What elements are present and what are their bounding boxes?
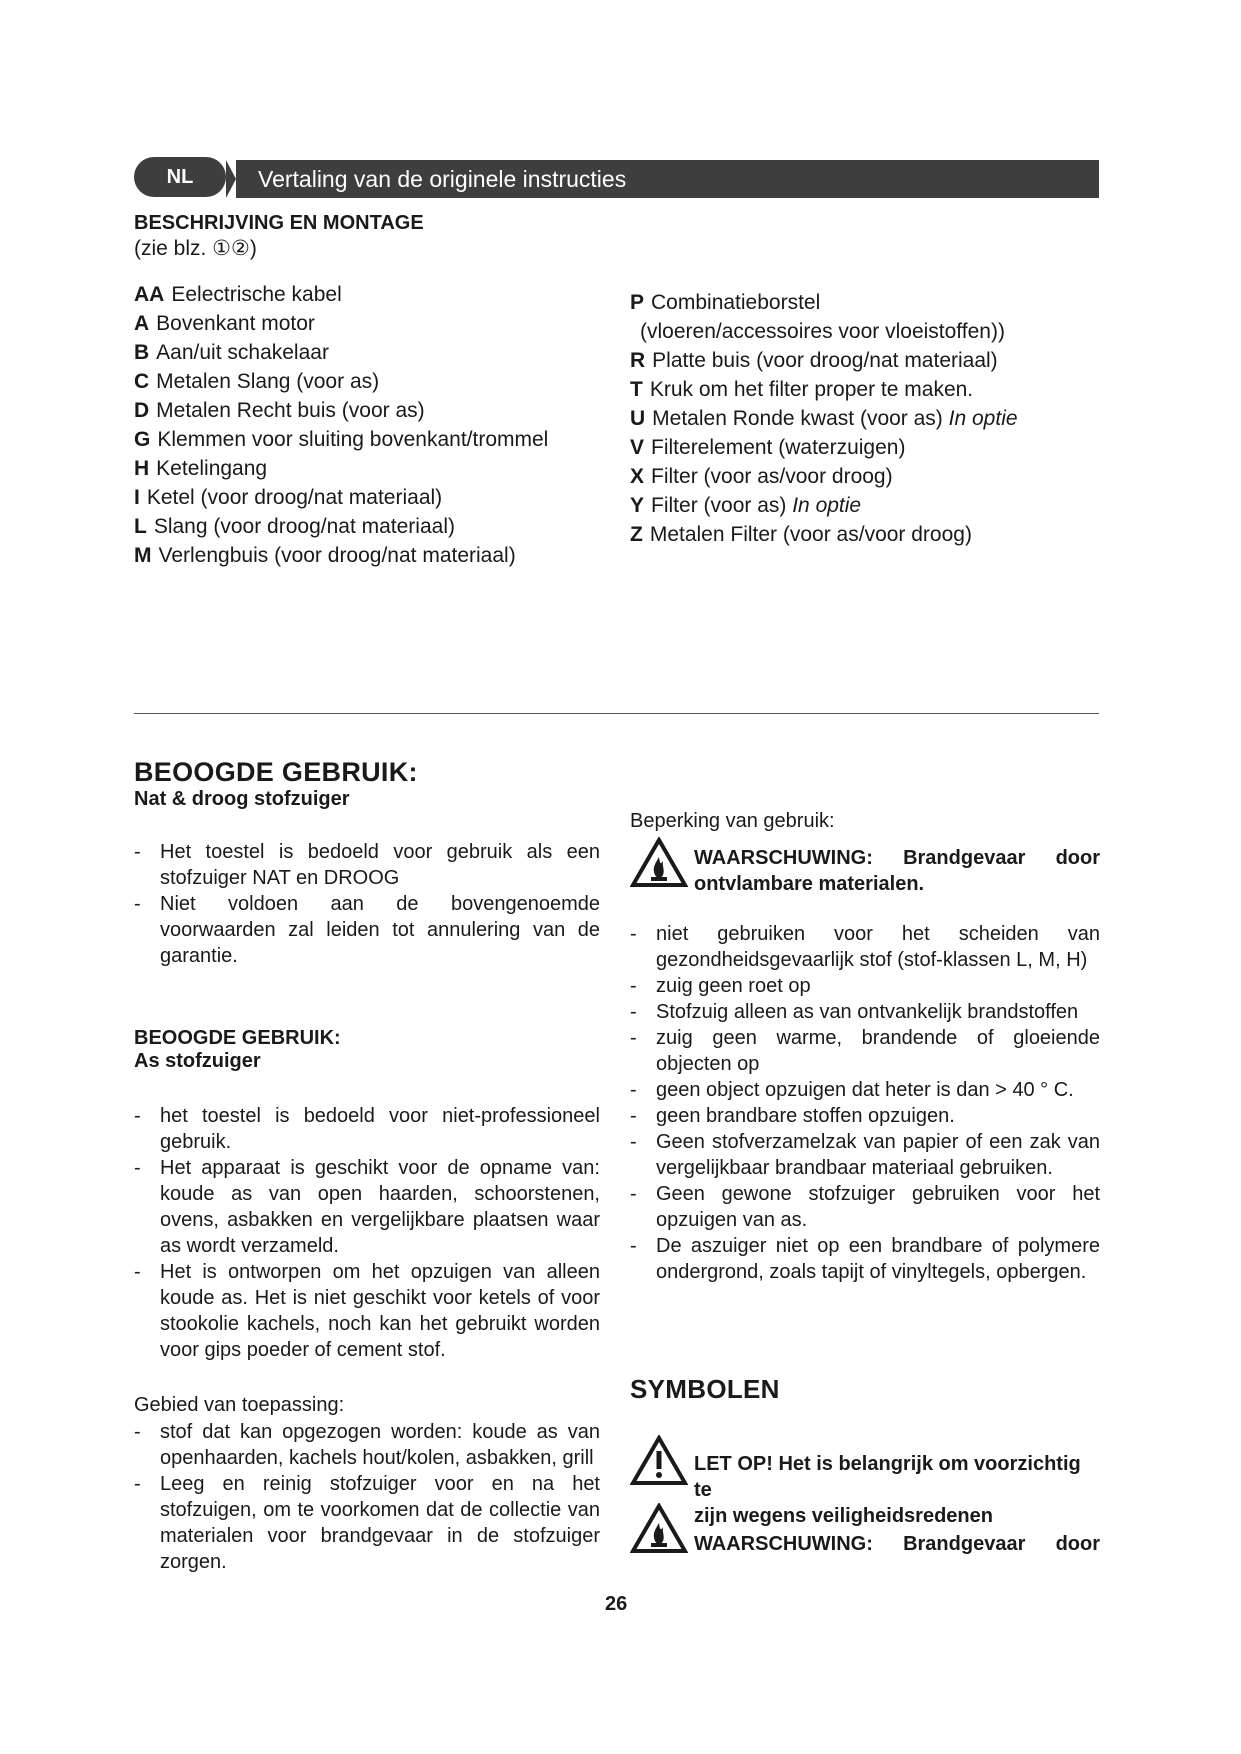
application-title: Gebied van toepassing: xyxy=(134,1394,345,1416)
ash-use-item: - het toestel is bedoeld voor niet-professioneel gebruik. xyxy=(134,1103,600,1155)
part-item: A Bovenkant motor xyxy=(134,312,315,335)
limitation-item: - zuig geen warme, brandende of gloeiende objecten op xyxy=(630,1025,1100,1077)
part-item: C Metalen Slang (voor as) xyxy=(134,370,380,393)
part-item: Y Filter (voor as) In optie xyxy=(630,494,862,517)
part-item: H Ketelingang xyxy=(134,457,268,480)
section-divider xyxy=(134,713,1099,714)
header-title: Vertaling van de originele instructies xyxy=(258,166,627,192)
limitation-item: - Geen stofverzamelzak van papier of een zak van vergelijkbaar brandbaar materiaal gebruiken. xyxy=(630,1129,1100,1181)
flammable-symbol-icon xyxy=(630,1503,688,1555)
ash-use-heading: BEOOGDE GEBRUIK: xyxy=(134,1027,341,1049)
intended-use-item: - Niet voldoen aan de bovengenoemde voorwaarden zal leiden tot annulering van de garantie. xyxy=(134,891,600,969)
application-list xyxy=(134,1419,600,1575)
part-item: L Slang (voor droog/nat materiaal) xyxy=(134,515,455,538)
part-item-sub: (vloeren/accessoires voor vloeistoffen)) xyxy=(640,320,1005,343)
description-heading: BESCHRIJVING EN MONTAGE xyxy=(134,212,424,234)
part-item: M Verlengbuis (voor droog/nat materiaal) xyxy=(134,544,516,567)
part-item: X Filter (voor as/voor droog) xyxy=(630,465,893,488)
limitation-section xyxy=(630,808,1100,1285)
symbols-heading: SYMBOLEN xyxy=(630,1374,780,1404)
limitation-item: - niet gebruiken voor het scheiden van gezondheidsgevaarlijk stof (stof-klassen L, M, H) xyxy=(630,921,1100,973)
intended-use-subheading: Nat & droog stofzuiger xyxy=(134,788,350,810)
language-badge: NL xyxy=(134,157,226,197)
limitation-warning-text: WAARSCHUWING: Brandgevaar door ontvlambare materialen. xyxy=(694,847,1100,895)
part-item: R Platte buis (voor droog/nat materiaal) xyxy=(630,349,998,372)
parts-list-left xyxy=(134,280,604,570)
part-item: I Ketel (voor droog/nat materiaal) xyxy=(134,486,443,509)
part-item: V Filterelement (waterzuigen) xyxy=(630,436,906,459)
limitation-item: - Geen gewone stofzuiger gebruiken voor het opzuigen van as. xyxy=(630,1181,1100,1233)
description-section xyxy=(134,212,424,262)
limitation-item: - De aszuiger niet op een brandbare of polymere ondergrond, zoals tapijt of vinyltegels, opbergen. xyxy=(630,1233,1100,1285)
ash-use-list xyxy=(134,1103,600,1363)
limitation-item: - Stofzuig alleen as van ontvankelijk brandstoffen xyxy=(630,999,1100,1025)
symbols-warning xyxy=(630,1503,1100,1557)
ash-use-subheading: As stofzuiger xyxy=(134,1050,261,1072)
intended-use-item: - Het toestel is bedoeld voor gebruik als een stofzuiger NAT en DROOG xyxy=(134,839,600,891)
part-item: T Kruk om het filter proper te maken. xyxy=(630,378,974,401)
caution-text: LET OP! Het is belangrijk om voorzichtig te zijn wegens veiligheidsredenen xyxy=(694,1453,1081,1527)
intended-use-section xyxy=(134,757,600,969)
intended-use-list xyxy=(134,839,600,969)
part-item: U Metalen Ronde kwast (voor as) In optie xyxy=(630,407,1018,430)
parts-list-right xyxy=(630,288,1100,549)
application-item: - stof dat kan opgezogen worden: koude as van openhaarden, kachels hout/kolen, asbakken, grill xyxy=(134,1419,600,1471)
ash-use-item: - Het is ontworpen om het opzuigen van alleen koude as. Het is niet geschikt voor ketels of voor stookolie kachels, noch kan het gebruikt worden voor gips poeder of cement stof. xyxy=(134,1259,600,1363)
ash-use-section xyxy=(134,1027,600,1363)
flammable-warning-icon xyxy=(630,837,688,889)
limitation-list xyxy=(630,921,1100,1285)
limitation-warning xyxy=(630,837,1100,897)
limitation-title: Beperking van gebruik: xyxy=(630,810,835,832)
part-item: D Metalen Recht buis (voor as) xyxy=(134,399,425,422)
application-item: - Leeg en reinig stofzuiger voor en na het stofzuigen, om te voorkomen dat de collectie van materialen voor brandgevaar in de stofzuiger zorgen. xyxy=(134,1471,600,1575)
part-item: G Klemmen voor sluiting bovenkant/trommel xyxy=(134,428,549,451)
ash-use-item: - Het apparaat is geschikt voor de opname van: koude as van open haarden, schoorstenen, ovens, asbakken en vergelijkbare plaatsen waar as wordt verzameld. xyxy=(134,1155,600,1259)
application-section xyxy=(134,1392,600,1575)
see-pages: (zie blz. ①②) xyxy=(134,237,257,260)
page-number: 26 xyxy=(605,1593,628,1615)
intended-use-heading: BEOOGDE GEBRUIK: xyxy=(134,757,418,787)
caution-icon xyxy=(630,1435,688,1487)
symbols-section xyxy=(630,1374,1100,1557)
part-item: B Aan/uit schakelaar xyxy=(134,341,329,364)
header-chevron xyxy=(226,160,236,198)
part-item: P Combinatieborstel xyxy=(630,291,821,314)
limitation-item: - geen object opzuigen dat heter is dan > 40 ° C. xyxy=(630,1077,1100,1103)
limitation-item: - geen brandbare stoffen opzuigen. xyxy=(630,1103,1100,1129)
limitation-item: - zuig geen roet op xyxy=(630,973,1100,999)
symbol-warning-text: WAARSCHUWING: Brandgevaar door xyxy=(694,1533,1100,1555)
part-item: AA Eelectrische kabel xyxy=(134,283,342,306)
part-item: Z Metalen Filter (voor as/voor droog) xyxy=(630,523,972,546)
